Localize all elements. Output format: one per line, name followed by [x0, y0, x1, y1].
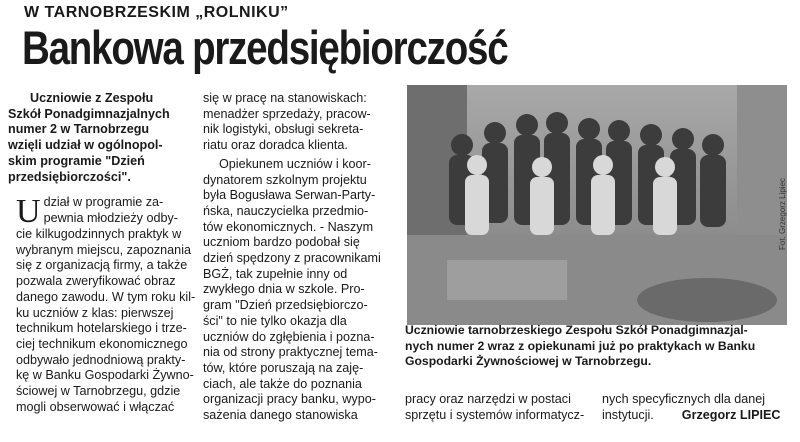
body-column-4 [602, 392, 792, 423]
body-line: mogli obserwować i włączać [16, 399, 175, 414]
article-headline: Bankowa przedsiębiorczość [22, 21, 508, 74]
body-line: ściowej w Tarnobrzegu, gdzie [16, 384, 181, 399]
body-line: tów, które poruszają na zaję- [203, 360, 364, 375]
body-line: Opiekunem uczniów i koor- [219, 156, 371, 171]
caption-line: nych numer 2 wraz z opiekunami już po praktykach w Banku [405, 338, 756, 353]
body-line: technikum hotelarskiego i trze- [16, 321, 187, 336]
article-photo [407, 85, 787, 325]
group-photo-image [407, 85, 787, 325]
body-line: sprzętu i systemów informatycz- [405, 407, 585, 422]
body-line: ciach, ale także do poznania [203, 376, 362, 391]
body-line: dzień spędzony z pracownikami [203, 251, 381, 266]
body-line: pracy oraz narzędzi w postaci [405, 392, 571, 406]
caption-line: Gospodarki Żywnościowej w Tarnobrzegu. [405, 354, 652, 368]
body-line: riatu oraz doradca klienta. [203, 138, 348, 153]
body-line: dynatorem szkolnym projektu [203, 172, 367, 187]
body-column-3 [405, 392, 595, 423]
body-line: wybranym miejscu, zapoznania [16, 242, 191, 257]
body-line: sażenia danego stanowiska [203, 408, 358, 423]
body-line: cie kilkugodzinnych praktyk w [16, 227, 182, 241]
body-line: danego zawodu. W tym roku kil- [16, 289, 196, 304]
body-line: uczniom bardzo podobał się [203, 235, 360, 250]
photo-caption [405, 323, 790, 370]
body-line: ści" to nie tylko okazja dla [203, 313, 347, 328]
body-line-end: instytucji. [602, 407, 654, 422]
body-line: kę w Banku Gospodarki Żywno- [16, 368, 194, 383]
section-kicker: W TARNOBRZESKIM „ROLNIKU” [24, 4, 289, 21]
body-line: była Bogusława Serwan-Party- [203, 188, 376, 203]
lead-line: Uczniowie z Zespołu [30, 91, 154, 105]
drop-cap: U [16, 193, 41, 230]
body-line: pozwala zweryfikować obraz [16, 274, 176, 289]
lead-line: przedsiębiorczości". [8, 169, 131, 184]
body-line: się z organizacją firmy, a także [16, 258, 188, 273]
lead-line: skim programie "Dzień [8, 153, 145, 168]
body-column-2 [203, 91, 398, 424]
lead-line: Szkół Ponadgimnazjalnych [8, 106, 170, 121]
lead-line: wzięli udział w ogólnopol- [8, 138, 163, 153]
body-line: dział w programie za- [43, 195, 164, 209]
body-line: ku uczniów z klas: pierwszej [16, 305, 174, 320]
body-line: ciej technikum ekonomicznego [16, 336, 188, 351]
body-line: nia od strony praktycznej tema- [203, 345, 378, 360]
author-byline: Grzegorz LIPIEC [681, 407, 781, 422]
caption-line: Uczniowie tarnobrzeskiego Zespołu Szkół Ponadgimnazjal- [405, 323, 748, 337]
body-line: uczniów do zgłębienia i pozna- [203, 329, 375, 344]
body-line: nych specyficznych dla danej [602, 392, 766, 406]
body-column-1 [16, 195, 196, 415]
body-line: organizacji pracy banku, wypo- [203, 392, 376, 407]
body-line: odbywało jednodniową prakty- [16, 352, 186, 367]
body-line: zwykłego dnia w szkole. Pro- [203, 282, 365, 297]
body-line: menadżer sprzedaży, pracow- [203, 106, 371, 121]
photo-credit: Fot. Grzegorz Lipiec [778, 177, 787, 250]
body-line: tów ekonomicznych. - Naszym [203, 219, 374, 234]
body-line: gram "Dzień przedsiębiorczo- [203, 298, 368, 313]
lead-line: numer 2 w Tarnobrzegu [8, 122, 150, 137]
body-line: się w pracę na stanowiskach: [203, 91, 367, 105]
body-line [602, 408, 792, 424]
body-line: nik logistyki, obsługi sekreta- [203, 122, 364, 137]
body-line: pewnia młodzieży odby- [43, 210, 178, 225]
body-line: BGŻ, tak zupełnie inny od [203, 266, 348, 281]
body-line: ńska, nauczycielka przedmio- [203, 203, 369, 218]
lead-paragraph [8, 91, 193, 185]
